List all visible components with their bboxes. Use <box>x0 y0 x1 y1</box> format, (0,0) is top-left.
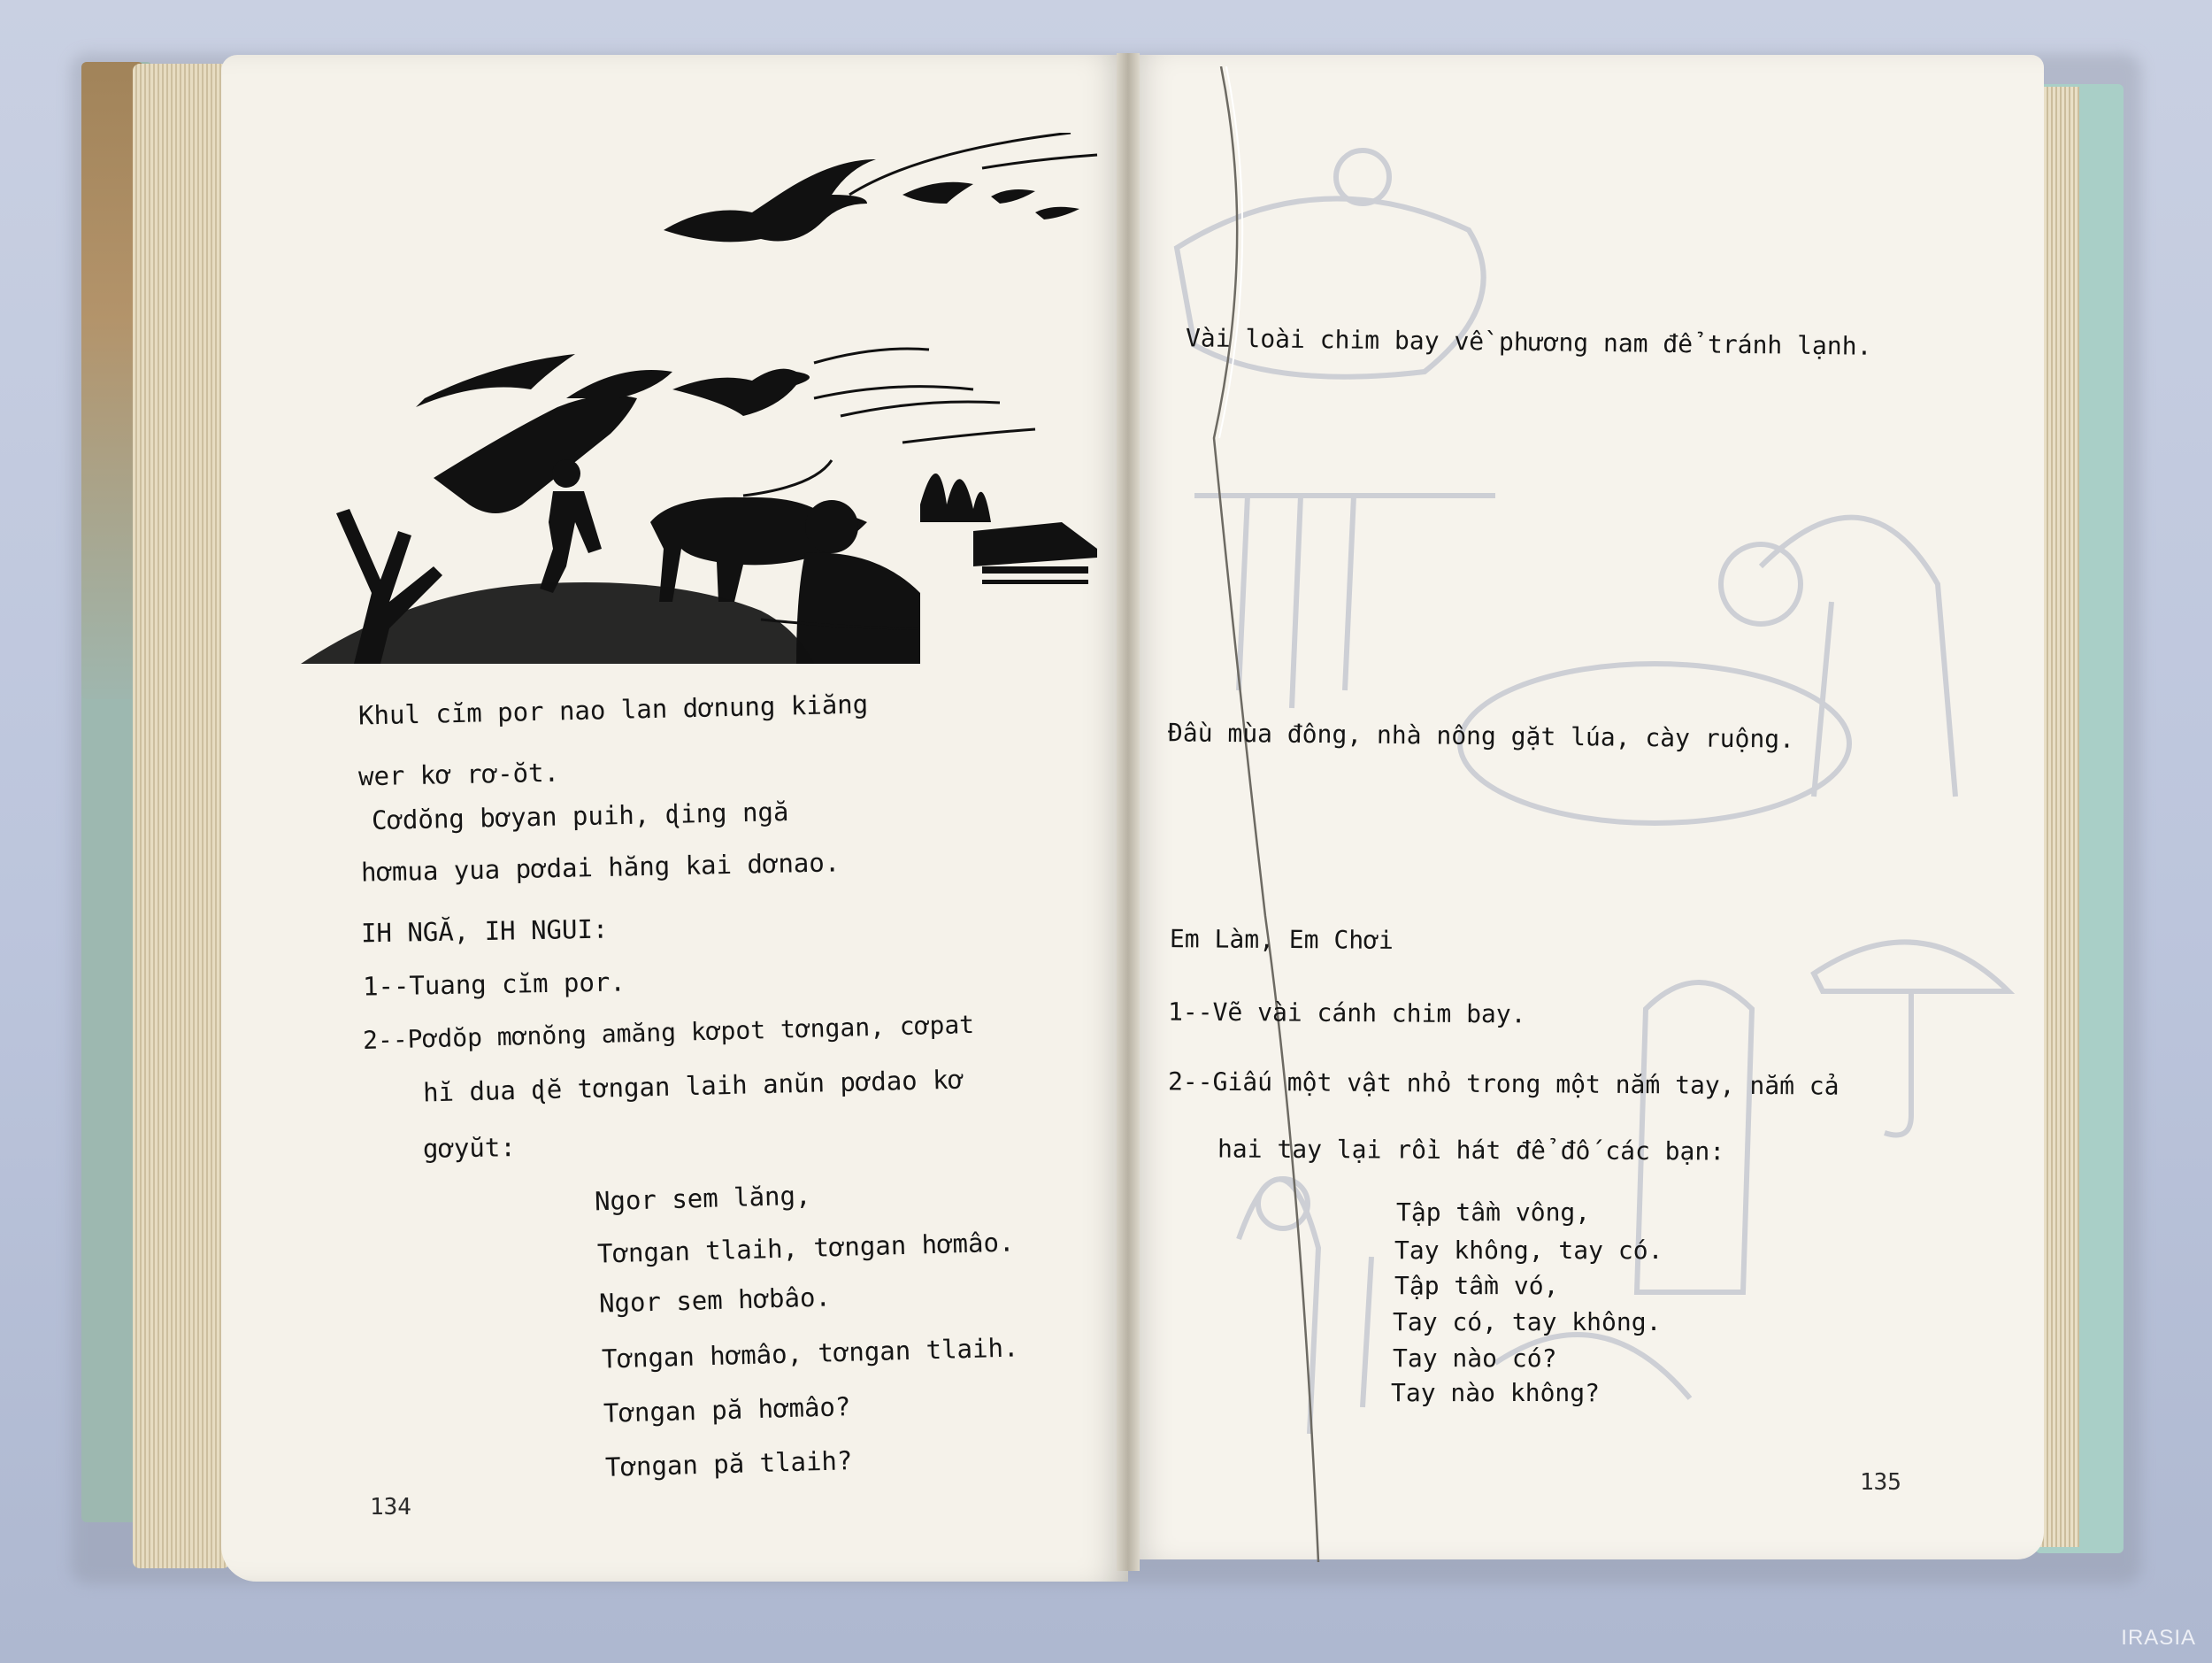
exercise-item: 2--Pơdŏp mơnŏng amăng kơpot tơngan, cơpat <box>362 1009 975 1056</box>
exercise-heading: Em Làm, Em Chơi <box>1169 924 1394 955</box>
song-line: Tơngan pă tlaih? <box>604 1445 853 1482</box>
song-line: Ngor sem lăng, <box>594 1180 811 1217</box>
exercise-item: 2--Giấu một vật nhỏ trong một nắm tay, nắm cả <box>1167 1066 1839 1101</box>
text-line: Cơdŏng bơyan puih, ɖing ngă <box>371 797 789 835</box>
song-line: Tơngan hơmâo, tơngan tlaih. <box>601 1332 1019 1374</box>
song-line: Tay nào có? <box>1393 1343 1557 1373</box>
song-line: Tập tầm vông, <box>1396 1197 1591 1227</box>
watermark: IRASIA <box>2121 1626 2196 1650</box>
text-line: hai tay lại rồi hát để đố các bạn: <box>1217 1134 1725 1166</box>
exercise-item: 1--Tuang cĭm por. <box>362 966 626 1002</box>
birds-farming-scene-illustration <box>301 133 1133 664</box>
song-line: Tay có, tay không. <box>1393 1307 1662 1336</box>
song-line: Tơngan pă hơmâo? <box>603 1391 851 1428</box>
song-line: Tay nào không? <box>1391 1378 1601 1407</box>
song-line: Tơngan tlaih, tơngan hơmâo. <box>596 1227 1015 1269</box>
page-tear-line <box>1203 66 1345 1562</box>
exercise-heading: IH NGĂ, IH NGUI: <box>360 913 609 949</box>
song-line: Ngor sem hơbâo. <box>598 1282 832 1319</box>
text-line: gơyŭt: <box>422 1132 517 1164</box>
text-line: Vài loài chim bay về phương nam để tránh lạnh. <box>1185 323 1872 361</box>
page-edges-left <box>133 64 230 1568</box>
song-line: Tập tầm vó, <box>1394 1271 1559 1300</box>
text-line: Đầu mùa đông, nhà nông gặt lúa, cày ruộng. <box>1167 718 1795 754</box>
text-line: hơmua yua pơdai hăng kai dơnao. <box>360 847 841 888</box>
text-line: Khul cĭm por nao lan dơnung kiăng <box>357 689 869 731</box>
text-line: hĭ dua ɖĕ tơngan laih anŭn pơdao kơ <box>422 1064 964 1108</box>
exercise-item: 1--Vẽ vài cánh chim bay. <box>1167 997 1526 1029</box>
text-line: wer kơ rơ-ŏt. <box>357 757 560 792</box>
song-line: Tay không, tay có. <box>1394 1236 1663 1265</box>
page-number: 134 <box>370 1494 411 1521</box>
page-number: 135 <box>1860 1469 1901 1496</box>
